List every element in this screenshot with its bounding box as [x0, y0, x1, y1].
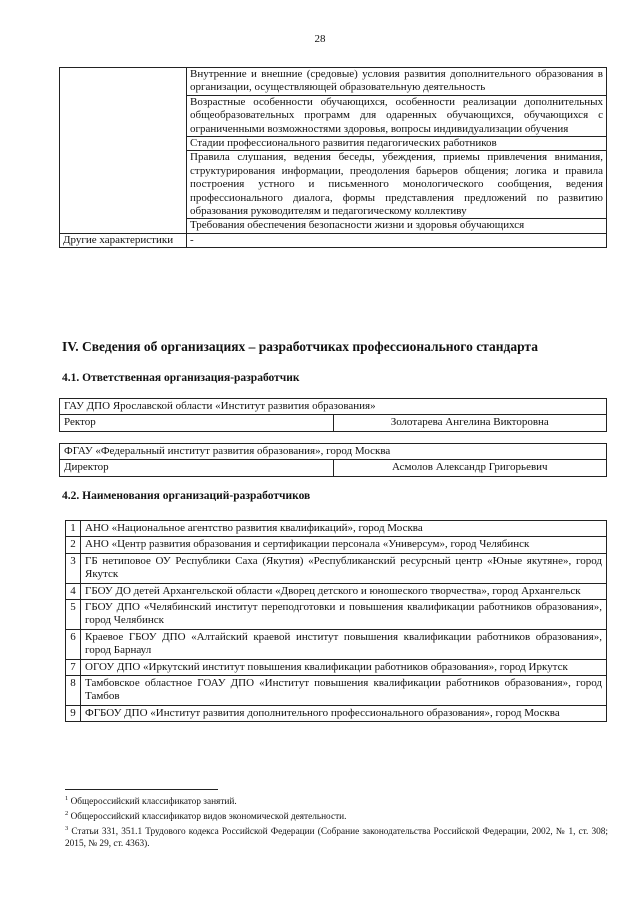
row-number: 6 [66, 629, 81, 659]
footnote [65, 793, 608, 808]
page-number: 28 [314, 33, 326, 45]
table-row [60, 68, 607, 96]
row-number: 3 [66, 553, 81, 583]
table-row [60, 444, 607, 460]
table-row [66, 553, 607, 583]
subsection-title: 4.2. Наименования организаций-разработчиков [62, 490, 311, 502]
developer-name: Тамбовское областное ГОАУ ДПО «Институт повышения квалификации работников образования», город Тамбов [81, 676, 607, 706]
knowledge-item: Стадии профессионального развития педагогических работников [187, 137, 607, 151]
developer-name: ФГБОУ ДПО «Институт развития дополнительного профессионального образования», город Москва [81, 705, 607, 721]
row-number: 7 [66, 659, 81, 675]
footnote-mark: 3 [65, 825, 69, 833]
subsection-title: 4.1. Ответственная организация-разработчик [62, 372, 300, 384]
org-position: Директор [60, 460, 334, 476]
org-name: ГАУ ДПО Ярославской области «Институт развития образования» [60, 399, 607, 415]
knowledge-item: Внутренние и внешние (средовые) условия развития дополнительного образования в организации, осуществляющей образовательную деятельность [187, 68, 607, 96]
row-number: 2 [66, 537, 81, 553]
table-row [66, 600, 607, 630]
table-row [66, 659, 607, 675]
table-row [66, 583, 607, 599]
knowledge-item: Правила слушания, ведения беседы, убеждения, приемы привлечения внимания, структурирования информации, преодоления барьеров общения; логика и правила построения устного и письменного монологического сообщения, ведения профессионального диалога, формы представления предложений по развитию образования руководителям и педагогическому коллективу [187, 151, 607, 219]
developers-table [65, 520, 607, 722]
table-row [60, 415, 607, 431]
footnote-text: Статьи 331, 351.1 Трудового кодекса Российской Федерации (Собрание законодательства Российской Федерации, 2002, № 1, ст. 308; 2015, № 29, ст. 4363). [65, 827, 608, 850]
developer-name: АНО «Центр развития образования и сертификации персонала «Универсум», город Челябинск [81, 537, 607, 553]
row-number: 8 [66, 676, 81, 706]
row-number: 4 [66, 583, 81, 599]
footnote-mark: 2 [65, 810, 69, 818]
knowledge-table [59, 67, 607, 248]
developer-name: ГБОУ ДО детей Архангельской области «Дворец детского и юношеского творчества», город Архангельск [81, 583, 607, 599]
table-row [66, 629, 607, 659]
developer-name: ГБ нетиповое ОУ Республики Саха (Якутия) «Республиканский ресурсный центр «Юные якутяне», город Якутск [81, 553, 607, 583]
developer-name: АНО «Национальное агентство развития квалификаций», город Москва [81, 521, 607, 537]
footnote-mark: 1 [65, 795, 69, 802]
footnote [65, 808, 608, 823]
developer-name: ГБОУ ДПО «Челябинский институт переподготовки и повышения квалификации работников образования», город Челябинск [81, 600, 607, 630]
other-characteristics-value: - [187, 233, 607, 247]
org-person: Золотарева Ангелина Викторовна [333, 415, 607, 431]
footnote-divider [65, 789, 218, 790]
section-title: IV. Сведения об организациях – разработчиках профессионального стандарта [62, 339, 538, 354]
knowledge-item: Требования обеспечения безопасности жизни и здоровья обучающихся [187, 219, 607, 233]
responsible-org-table [59, 398, 607, 432]
table-row [60, 399, 607, 415]
row-label-cell [60, 68, 187, 234]
footnote [65, 823, 608, 850]
developer-name: Краевое ГБОУ ДПО «Алтайский краевой институт повышения квалификации работников образования», город Барнаул [81, 629, 607, 659]
knowledge-item: Возрастные особенности обучающихся, особенности реализации дополнительных общеобразовательных программ для одаренных обучающихся, обучающихся с ограниченными возможностями здоровья, вопросы индивидуализации обучения [187, 95, 607, 136]
table-row [66, 676, 607, 706]
org-name: ФГАУ «Федеральный институт развития образования», город Москва [60, 444, 607, 460]
org-position: Ректор [60, 415, 334, 431]
org-person: Асмолов Александр Григорьевич [333, 460, 607, 476]
footnote-text: Общероссийский классификатор занятий. [68, 797, 237, 808]
table-row [66, 705, 607, 721]
row-number: 9 [66, 705, 81, 721]
responsible-org-table [59, 443, 607, 477]
row-number: 1 [66, 521, 81, 537]
developer-name: ОГОУ ДПО «Иркутский институт повышения квалификации работников образования», город Иркутск [81, 659, 607, 675]
other-characteristics-label: Другие характеристики [60, 233, 187, 247]
table-row [66, 521, 607, 537]
row-number: 5 [66, 600, 81, 630]
table-row [66, 537, 607, 553]
footnote-text: Общероссийский классификатор видов экономической деятельности. [68, 812, 347, 823]
table-row [60, 233, 607, 247]
footnotes [65, 793, 608, 850]
table-row [60, 460, 607, 476]
